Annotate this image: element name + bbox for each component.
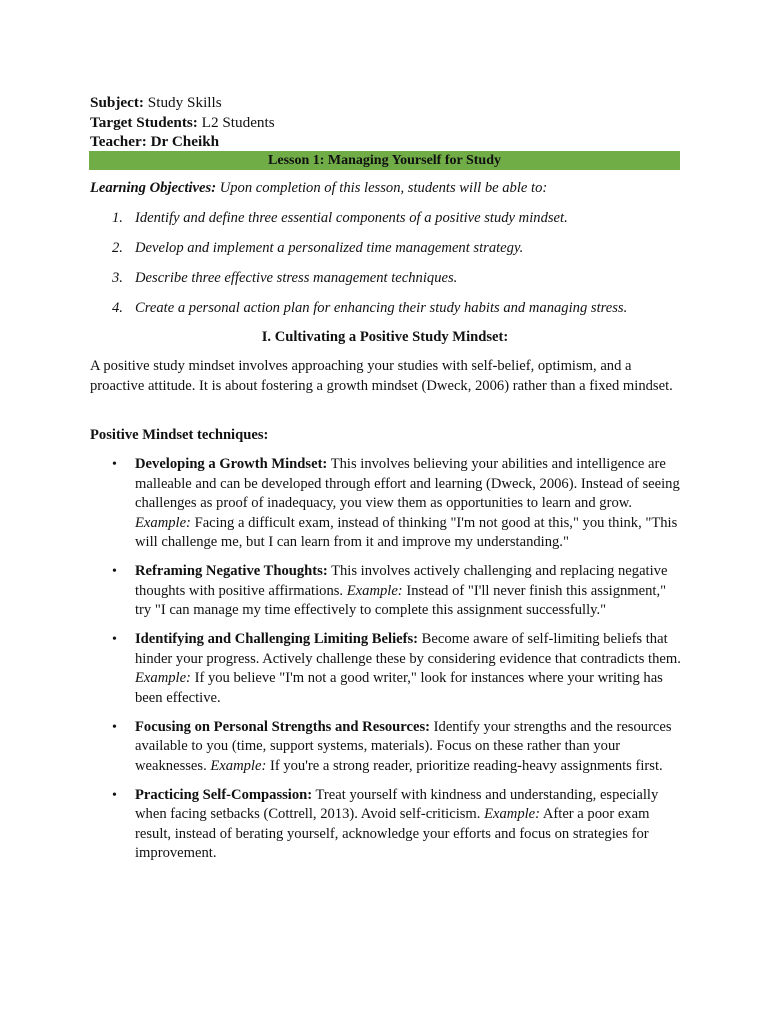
learning-objectives-intro [90, 179, 547, 199]
objective-text: Create a personal action plan for enhancing their study habits and managing stress. [135, 300, 628, 316]
example-text: Facing a difficult exam, instead of thinking "I'm not good at this," you think, "This will challenge me, but I can learn from it and improve my understanding." [135, 514, 678, 550]
example-text: After a poor exam result, instead of berating yourself, acknowledge your efforts and focus on strategies for improvement. [135, 806, 650, 861]
objective-text: Identify and define three essential components of a positive study mindset. [135, 210, 568, 226]
subject-value: Study Skills [147, 94, 222, 111]
techniques-list [90, 455, 685, 873]
technique-title: Practicing Self-Compassion: [135, 786, 313, 803]
objective-item [90, 269, 690, 299]
example-text: If you believe "I'm not a good writer," look for instances where your writing has been effective. [135, 670, 663, 706]
technique-text: This involves actively challenging and replacing negative thoughts with positive affirmations. [135, 563, 668, 599]
objective-number: 3. [112, 270, 123, 286]
subject-line [90, 93, 275, 113]
example-label: Example: [135, 670, 191, 686]
target-students-value: L2 Students [201, 113, 275, 131]
teacher-label: Teacher: [90, 133, 147, 150]
technique-text: Treat yourself with kindness and understanding, especially when facing setbacks (Cottrell, 2013). Avoid self-criticism. [135, 786, 659, 822]
technique-item [90, 630, 685, 708]
example-label: Example: [346, 582, 403, 599]
example-text: Instead of "I'll never finish this assignment," try "I can manage my time effectively to complete this assignment successfully." [135, 582, 667, 618]
technique-item [90, 455, 685, 553]
techniques-heading: Positive Mindset techniques: [90, 427, 269, 443]
bullet-icon: • [112, 564, 117, 579]
lesson-meta [90, 93, 275, 152]
learning-objectives-text: Upon completion of this lesson, students will be able to: [219, 180, 548, 196]
lesson-title-banner: Lesson 1: Managing Yourself for Study [89, 151, 680, 170]
bullet-icon: • [112, 719, 117, 735]
section-intro-paragraph: A positive study mindset involves approaching your studies with self-belief, optimism, and a proactive attitude. It is about fostering a growth mindset (Dweck, 2006) rather than a fixed mindset. [90, 358, 673, 394]
example-label: Example: [484, 806, 541, 822]
objective-item [90, 239, 690, 269]
technique-text: Become aware of self-limiting beliefs that hinder your progress. Actively challenge these by considering evidence that contradicts them. [135, 631, 681, 667]
example-label: Example: [135, 514, 191, 531]
learning-objectives-label: Learning Objectives: [90, 180, 217, 196]
technique-item [90, 718, 685, 777]
objective-text: Describe three effective stress management techniques. [135, 270, 458, 286]
example-label: Example: [210, 757, 267, 774]
objective-number: 4. [112, 300, 123, 316]
bullet-icon: • [112, 457, 117, 472]
target-students-line [90, 113, 275, 133]
bullet-icon: • [112, 787, 117, 803]
technique-item [90, 562, 685, 621]
objective-item [90, 299, 690, 329]
section-heading: I. Cultivating a Positive Study Mindset: [261, 329, 509, 345]
teacher-value: Dr Cheikh [150, 133, 220, 150]
teacher-line [90, 132, 275, 152]
objective-number: 1. [112, 210, 123, 226]
technique-title: Identifying and Challenging Limiting Beliefs: [135, 631, 418, 647]
learning-objectives-list [90, 209, 690, 329]
objective-item [90, 209, 690, 239]
technique-title: Reframing Negative Thoughts: [135, 563, 328, 579]
target-students-label: Target Students: [90, 113, 198, 131]
example-text: If you're a strong reader, prioritize reading-heavy assignments first. [269, 757, 663, 774]
objective-number: 2. [112, 240, 123, 256]
technique-text: Identify your strengths and the resources available to you (time, support systems, materials). Focus on these rather than your weaknesses. [135, 718, 672, 774]
technique-title: Developing a Growth Mindset: [135, 456, 328, 472]
bullet-icon: • [112, 632, 117, 647]
technique-item [90, 786, 685, 864]
objective-text: Develop and implement a personalized time management strategy. [135, 240, 524, 256]
technique-text: This involves believing your abilities and intelligence are malleable and can be developed through effort and learning (Dweck, 2006). Instead of seeing challenges as proof of inadequacy, you view them as opportunities to learn and grow. [135, 456, 680, 511]
technique-title: Focusing on Personal Strengths and Resources: [135, 718, 431, 735]
subject-label: Subject: [90, 94, 144, 111]
